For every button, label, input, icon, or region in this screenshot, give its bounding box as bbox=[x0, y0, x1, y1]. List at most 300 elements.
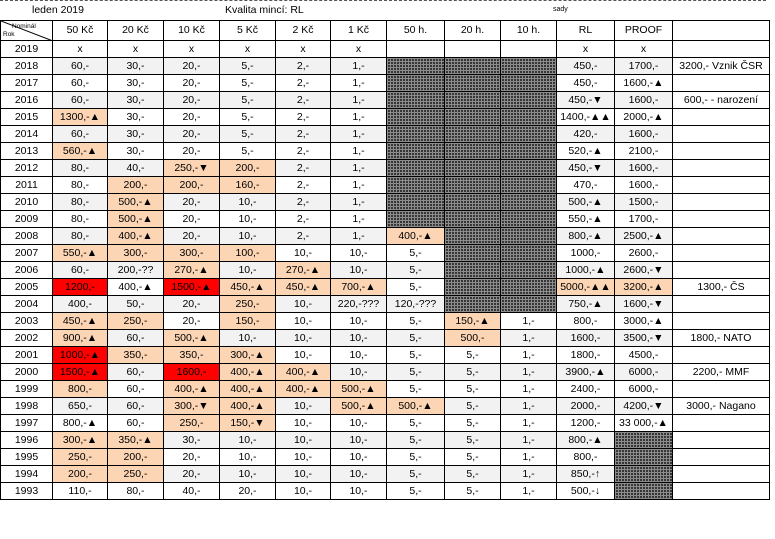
price-cell: 1,- bbox=[331, 177, 387, 194]
column-header: 10 Kč bbox=[164, 21, 220, 41]
price-cell: 60,- bbox=[53, 92, 108, 109]
price-cell: 1,- bbox=[331, 126, 387, 143]
price-cell: 50,- bbox=[108, 296, 164, 313]
unavailable-cell bbox=[387, 92, 445, 109]
price-cell: 1,- bbox=[501, 466, 557, 483]
price-cell: 150,-▼ bbox=[220, 415, 276, 432]
price-cell: 500,-▲ bbox=[108, 211, 164, 228]
note-cell bbox=[673, 415, 770, 432]
coin-price-table bbox=[0, 20, 770, 500]
price-cell: 60,- bbox=[53, 262, 108, 279]
price-cell: 80,- bbox=[53, 194, 108, 211]
price-cell: 500,-▲ bbox=[108, 194, 164, 211]
corner-nominal-label: Nominál bbox=[12, 23, 36, 30]
price-cell: 20,- bbox=[164, 58, 220, 75]
price-cell: 1,- bbox=[331, 228, 387, 245]
price-cell: 80,- bbox=[53, 211, 108, 228]
price-cell: 1,- bbox=[501, 347, 557, 364]
unavailable-cell bbox=[501, 279, 557, 296]
price-cell: 500,-▲ bbox=[164, 330, 220, 347]
price-cell: 2,- bbox=[276, 211, 331, 228]
price-cell: 20,- bbox=[164, 92, 220, 109]
price-cell: 1200,- bbox=[53, 279, 108, 296]
price-cell: 1700,- bbox=[615, 211, 673, 228]
price-cell: 1600,- bbox=[615, 126, 673, 143]
price-cell: 120,-??? bbox=[387, 296, 445, 313]
price-cell: 1,- bbox=[501, 330, 557, 347]
price-cell: 400,-▲ bbox=[220, 398, 276, 415]
price-cell: 300,-▼ bbox=[164, 398, 220, 415]
note-cell: 3200,- Vznik ČSR bbox=[673, 58, 770, 75]
note-cell bbox=[673, 211, 770, 228]
year-cell: 1996 bbox=[1, 432, 53, 449]
unavailable-cell bbox=[387, 177, 445, 194]
price-cell: 1600,-▲ bbox=[615, 75, 673, 92]
price-cell: 20,- bbox=[220, 483, 276, 500]
price-cell: 300,-▲ bbox=[53, 432, 108, 449]
price-cell: 80,- bbox=[53, 228, 108, 245]
price-cell: 5,- bbox=[445, 398, 501, 415]
price-cell: 200,- bbox=[108, 177, 164, 194]
unavailable-cell bbox=[387, 160, 445, 177]
price-cell: 800,- bbox=[557, 313, 615, 330]
price-cell: 450,- bbox=[557, 75, 615, 92]
price-cell: 20,- bbox=[164, 194, 220, 211]
header-row bbox=[1, 21, 770, 41]
year-cell: 2016 bbox=[1, 92, 53, 109]
price-cell: 400,-▲ bbox=[108, 279, 164, 296]
price-cell: 100,- bbox=[220, 245, 276, 262]
price-cell: 500,-↓ bbox=[557, 483, 615, 500]
year-cell: 2014 bbox=[1, 126, 53, 143]
price-cell: 10,- bbox=[331, 466, 387, 483]
price-cell: 200,- bbox=[220, 160, 276, 177]
unavailable-cell bbox=[501, 211, 557, 228]
price-cell: 1700,- bbox=[615, 58, 673, 75]
table-row bbox=[1, 194, 770, 211]
sets-label: sady bbox=[553, 6, 568, 13]
unavailable-cell bbox=[445, 245, 501, 262]
price-cell: 1600,- bbox=[615, 177, 673, 194]
year-cell: 1993 bbox=[1, 483, 53, 500]
price-cell: 5,- bbox=[387, 364, 445, 381]
price-cell: 5,- bbox=[445, 432, 501, 449]
price-cell: 5,- bbox=[220, 92, 276, 109]
price-cell: 160,- bbox=[220, 177, 276, 194]
price-cell: 5,- bbox=[387, 279, 445, 296]
price-cell: 800,-▲ bbox=[53, 415, 108, 432]
price-cell: 2,- bbox=[276, 228, 331, 245]
unavailable-cell bbox=[501, 228, 557, 245]
table-row bbox=[1, 109, 770, 126]
unavailable-cell bbox=[387, 194, 445, 211]
price-cell: 20,- bbox=[164, 228, 220, 245]
table-row bbox=[1, 160, 770, 177]
year-cell: 1997 bbox=[1, 415, 53, 432]
price-cell: 2,- bbox=[276, 75, 331, 92]
price-cell: 1,- bbox=[501, 398, 557, 415]
price-cell: 10,- bbox=[276, 347, 331, 364]
unavailable-cell bbox=[445, 177, 501, 194]
price-cell: x bbox=[276, 41, 331, 58]
price-cell: 10,- bbox=[276, 313, 331, 330]
unavailable-cell bbox=[501, 143, 557, 160]
unavailable-cell bbox=[445, 194, 501, 211]
column-header: 5 Kč bbox=[220, 21, 276, 41]
price-cell: 350,- bbox=[108, 347, 164, 364]
price-cell: 10,- bbox=[331, 364, 387, 381]
price-cell: 5,- bbox=[387, 449, 445, 466]
price-cell: 5,- bbox=[445, 364, 501, 381]
price-cell: 1,- bbox=[501, 432, 557, 449]
unavailable-cell bbox=[615, 432, 673, 449]
price-cell: 520,-▲ bbox=[557, 143, 615, 160]
column-header: 2 Kč bbox=[276, 21, 331, 41]
column-header: 10 h. bbox=[501, 21, 557, 41]
price-cell: 400,-▲ bbox=[387, 228, 445, 245]
price-cell: 30,- bbox=[108, 143, 164, 160]
price-cell: 350,-▲ bbox=[108, 432, 164, 449]
unavailable-cell bbox=[387, 58, 445, 75]
price-cell: 10,- bbox=[331, 313, 387, 330]
note-cell bbox=[673, 160, 770, 177]
unavailable-cell bbox=[387, 143, 445, 160]
table-row bbox=[1, 177, 770, 194]
price-cell: 2,- bbox=[276, 177, 331, 194]
quality-label: Kvalita mincí: RL bbox=[225, 4, 304, 16]
note-cell bbox=[673, 109, 770, 126]
unavailable-cell bbox=[445, 143, 501, 160]
price-cell: 10,- bbox=[331, 449, 387, 466]
price-cell: 30,- bbox=[108, 58, 164, 75]
year-cell: 2010 bbox=[1, 194, 53, 211]
price-cell: 450,-▲ bbox=[53, 313, 108, 330]
price-cell: 1500,-▲ bbox=[164, 279, 220, 296]
price-cell: 1400,-▲▲ bbox=[557, 109, 615, 126]
price-cell: 420,- bbox=[557, 126, 615, 143]
price-cell: 2600,-▼ bbox=[615, 262, 673, 279]
price-cell: 250,- bbox=[108, 313, 164, 330]
price-cell: 450,- bbox=[557, 58, 615, 75]
note-cell: 1300,- ČS bbox=[673, 279, 770, 296]
year-cell: 2008 bbox=[1, 228, 53, 245]
year-cell: 2007 bbox=[1, 245, 53, 262]
price-cell: 1,- bbox=[331, 211, 387, 228]
note-cell: 600,- - narození bbox=[673, 92, 770, 109]
price-cell: 4200,-▼ bbox=[615, 398, 673, 415]
price-cell: 1,- bbox=[331, 143, 387, 160]
unavailable-cell bbox=[445, 109, 501, 126]
note-cell: 3000,- Nagano bbox=[673, 398, 770, 415]
note-cell bbox=[673, 483, 770, 500]
price-cell: 1,- bbox=[501, 313, 557, 330]
price-cell: 500,-▲ bbox=[387, 398, 445, 415]
table-row bbox=[1, 245, 770, 262]
price-cell: 2500,-▲ bbox=[615, 228, 673, 245]
price-cell bbox=[445, 41, 501, 58]
table-row bbox=[1, 313, 770, 330]
unavailable-cell bbox=[445, 296, 501, 313]
unavailable-cell bbox=[501, 160, 557, 177]
column-header: 50 h. bbox=[387, 21, 445, 41]
price-cell: 10,- bbox=[276, 415, 331, 432]
price-cell: 1,- bbox=[501, 449, 557, 466]
price-cell: 1000,- bbox=[557, 245, 615, 262]
price-cell: 450,-▼ bbox=[557, 160, 615, 177]
price-cell: 1,- bbox=[331, 109, 387, 126]
table-row bbox=[1, 228, 770, 245]
price-cell: 450,-▲ bbox=[276, 279, 331, 296]
price-cell: 60,- bbox=[53, 126, 108, 143]
price-cell: 1600,- bbox=[164, 364, 220, 381]
price-cell: 400,- bbox=[53, 296, 108, 313]
price-cell: 40,- bbox=[108, 160, 164, 177]
price-cell: 270,-▲ bbox=[164, 262, 220, 279]
price-cell: 5,- bbox=[387, 330, 445, 347]
year-cell: 2019 bbox=[1, 41, 53, 58]
price-cell: 6000,- bbox=[615, 364, 673, 381]
unavailable-cell bbox=[445, 75, 501, 92]
table-row bbox=[1, 466, 770, 483]
year-cell: 1995 bbox=[1, 449, 53, 466]
price-cell: 60,- bbox=[53, 58, 108, 75]
unavailable-cell bbox=[501, 262, 557, 279]
price-cell: 1,- bbox=[331, 58, 387, 75]
price-cell: 1600,- bbox=[615, 160, 673, 177]
price-cell: 20,- bbox=[164, 449, 220, 466]
price-cell: 60,- bbox=[108, 398, 164, 415]
note-cell bbox=[673, 347, 770, 364]
price-cell: 500,-▲ bbox=[331, 381, 387, 398]
table-row bbox=[1, 75, 770, 92]
table-row bbox=[1, 126, 770, 143]
year-cell: 2009 bbox=[1, 211, 53, 228]
year-cell: 1999 bbox=[1, 381, 53, 398]
price-cell: 400,-▲ bbox=[276, 381, 331, 398]
unavailable-cell bbox=[445, 160, 501, 177]
price-cell: 10,- bbox=[220, 228, 276, 245]
price-cell: 3000,-▲ bbox=[615, 313, 673, 330]
price-cell: 800,-▲ bbox=[557, 228, 615, 245]
price-cell: 5,- bbox=[387, 415, 445, 432]
unavailable-cell bbox=[615, 466, 673, 483]
unavailable-cell bbox=[501, 109, 557, 126]
column-header: 1 Kč bbox=[331, 21, 387, 41]
price-cell: 10,- bbox=[220, 330, 276, 347]
price-cell: 400,-▲ bbox=[220, 364, 276, 381]
note-cell bbox=[673, 449, 770, 466]
column-header: 20 h. bbox=[445, 21, 501, 41]
price-cell: 550,-▲ bbox=[53, 245, 108, 262]
price-cell: 5000,-▲▲ bbox=[557, 279, 615, 296]
price-cell: 10,- bbox=[331, 347, 387, 364]
price-cell: 5,- bbox=[220, 126, 276, 143]
price-cell: 10,- bbox=[220, 432, 276, 449]
price-cell: 3500,-▼ bbox=[615, 330, 673, 347]
price-cell: 2,- bbox=[276, 194, 331, 211]
sheet-title-bar bbox=[0, 0, 766, 21]
price-cell: 850,-↑ bbox=[557, 466, 615, 483]
price-cell: 4500,- bbox=[615, 347, 673, 364]
price-cell: 350,- bbox=[164, 347, 220, 364]
price-cell: 1,- bbox=[331, 194, 387, 211]
unavailable-cell bbox=[445, 58, 501, 75]
price-cell: 33 000,-▲ bbox=[615, 415, 673, 432]
price-cell: 450,-▲ bbox=[220, 279, 276, 296]
price-cell: 10,- bbox=[276, 466, 331, 483]
price-cell: 1,- bbox=[501, 381, 557, 398]
price-cell: x bbox=[557, 41, 615, 58]
price-cell: 1800,- bbox=[557, 347, 615, 364]
year-cell: 2011 bbox=[1, 177, 53, 194]
year-cell: 2001 bbox=[1, 347, 53, 364]
price-cell: 500,-▲ bbox=[557, 194, 615, 211]
price-cell: 1,- bbox=[501, 415, 557, 432]
unavailable-cell bbox=[445, 262, 501, 279]
year-cell: 2004 bbox=[1, 296, 53, 313]
price-cell: 250,- bbox=[220, 296, 276, 313]
price-cell: 20,- bbox=[164, 143, 220, 160]
date-label: leden 2019 bbox=[32, 4, 84, 16]
table-row bbox=[1, 41, 770, 58]
price-cell: 400,-▲ bbox=[220, 381, 276, 398]
unavailable-cell bbox=[445, 279, 501, 296]
note-cell bbox=[673, 262, 770, 279]
price-cell: 400,-▲ bbox=[108, 228, 164, 245]
price-cell: 20,- bbox=[164, 466, 220, 483]
price-cell: 10,- bbox=[331, 245, 387, 262]
price-cell: 3200,-▲ bbox=[615, 279, 673, 296]
unavailable-cell bbox=[501, 296, 557, 313]
unavailable-cell bbox=[501, 194, 557, 211]
price-cell: 1000,-▲ bbox=[53, 347, 108, 364]
price-cell: 30,- bbox=[164, 432, 220, 449]
price-cell: 5,- bbox=[387, 432, 445, 449]
note-cell bbox=[673, 126, 770, 143]
price-cell: 1300,-▲ bbox=[53, 109, 108, 126]
unavailable-cell bbox=[501, 92, 557, 109]
note-cell bbox=[673, 177, 770, 194]
price-cell: 10,- bbox=[331, 432, 387, 449]
price-cell: 5,- bbox=[220, 75, 276, 92]
note-cell bbox=[673, 296, 770, 313]
note-cell bbox=[673, 143, 770, 160]
year-cell: 2012 bbox=[1, 160, 53, 177]
price-cell: 10,- bbox=[331, 415, 387, 432]
unavailable-cell bbox=[445, 126, 501, 143]
price-cell: 10,- bbox=[220, 466, 276, 483]
price-cell: x bbox=[53, 41, 108, 58]
price-cell: 700,-▲ bbox=[331, 279, 387, 296]
price-cell: 10,- bbox=[276, 483, 331, 500]
year-cell: 2006 bbox=[1, 262, 53, 279]
price-cell: 10,- bbox=[220, 194, 276, 211]
year-cell: 2018 bbox=[1, 58, 53, 75]
price-cell: 220,-??? bbox=[331, 296, 387, 313]
price-cell: 2,- bbox=[276, 92, 331, 109]
price-cell: 650,- bbox=[53, 398, 108, 415]
year-cell: 2005 bbox=[1, 279, 53, 296]
price-cell: 10,- bbox=[276, 296, 331, 313]
note-cell: 2200,- MMF bbox=[673, 364, 770, 381]
price-cell: 5,- bbox=[445, 347, 501, 364]
price-cell: 470,- bbox=[557, 177, 615, 194]
note-cell bbox=[673, 41, 770, 58]
price-cell: 5,- bbox=[445, 415, 501, 432]
price-cell: 1500,- bbox=[615, 194, 673, 211]
table-row bbox=[1, 432, 770, 449]
price-cell: 20,- bbox=[164, 75, 220, 92]
note-cell bbox=[673, 228, 770, 245]
price-cell: 2100,- bbox=[615, 143, 673, 160]
price-cell: 5,- bbox=[387, 466, 445, 483]
price-cell: 10,- bbox=[331, 262, 387, 279]
note-cell bbox=[673, 381, 770, 398]
unavailable-cell bbox=[501, 126, 557, 143]
price-cell: 250,- bbox=[53, 449, 108, 466]
price-cell: 20,- bbox=[164, 109, 220, 126]
price-cell: 20,- bbox=[164, 211, 220, 228]
price-cell: 20,- bbox=[164, 126, 220, 143]
price-cell: 150,- bbox=[220, 313, 276, 330]
price-cell: 500,-▲ bbox=[331, 398, 387, 415]
price-cell: 5,- bbox=[445, 381, 501, 398]
price-cell: 20,- bbox=[164, 296, 220, 313]
price-cell: 10,- bbox=[220, 262, 276, 279]
price-cell: 1600,-▼ bbox=[615, 296, 673, 313]
price-cell: 2,- bbox=[276, 143, 331, 160]
price-cell bbox=[501, 41, 557, 58]
price-cell: 400,-▲ bbox=[164, 381, 220, 398]
year-cell: 2015 bbox=[1, 109, 53, 126]
price-cell: 1600,- bbox=[615, 92, 673, 109]
unavailable-cell bbox=[445, 228, 501, 245]
corner-year-label: Rok bbox=[3, 31, 15, 38]
price-cell: 10,- bbox=[276, 245, 331, 262]
column-header: RL bbox=[557, 21, 615, 41]
price-cell: 40,- bbox=[164, 483, 220, 500]
column-header bbox=[673, 21, 770, 41]
price-cell: 300,- bbox=[164, 245, 220, 262]
price-cell: 250,- bbox=[164, 415, 220, 432]
note-cell bbox=[673, 466, 770, 483]
price-cell: 110,- bbox=[53, 483, 108, 500]
price-cell: 10,- bbox=[276, 449, 331, 466]
price-cell: 5,- bbox=[387, 483, 445, 500]
unavailable-cell bbox=[445, 92, 501, 109]
unavailable-cell bbox=[501, 75, 557, 92]
price-cell: 1600,- bbox=[557, 330, 615, 347]
table-row bbox=[1, 415, 770, 432]
price-cell: 5,- bbox=[387, 347, 445, 364]
price-cell: 10,- bbox=[220, 211, 276, 228]
price-cell: 2400,- bbox=[557, 381, 615, 398]
note-cell bbox=[673, 313, 770, 330]
price-cell: 20,- bbox=[164, 313, 220, 330]
column-header: PROOF bbox=[615, 21, 673, 41]
price-cell: 5,- bbox=[387, 262, 445, 279]
column-header: 20 Kč bbox=[108, 21, 164, 41]
price-cell: x bbox=[164, 41, 220, 58]
price-cell: 200,- bbox=[164, 177, 220, 194]
price-cell: 1000,-▲ bbox=[557, 262, 615, 279]
price-cell: 80,- bbox=[108, 483, 164, 500]
unavailable-cell bbox=[501, 245, 557, 262]
price-cell: x bbox=[331, 41, 387, 58]
table-row bbox=[1, 92, 770, 109]
price-cell: 60,- bbox=[108, 364, 164, 381]
price-cell: 2,- bbox=[276, 109, 331, 126]
